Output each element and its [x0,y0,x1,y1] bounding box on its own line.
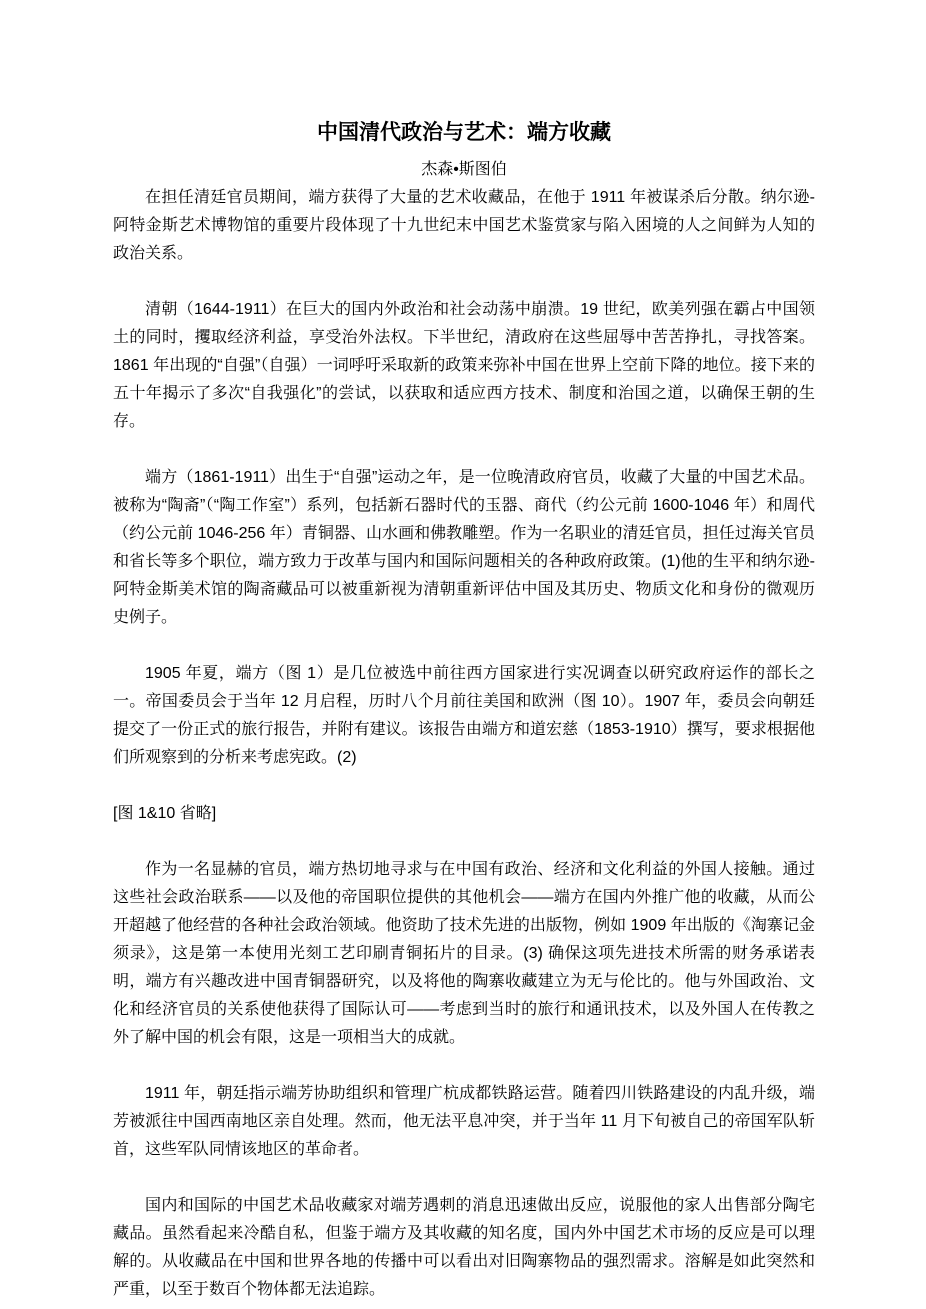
body-paragraph-1: 在担任清廷官员期间，端方获得了大量的艺术收藏品，在他于 1911 年被谋杀后分散。纳尔逊-阿特金斯艺术博物馆的重要片段体现了十九世纪末中国艺术鉴赏家与陷入困境的人之间鲜为人知的政治关系。 [113,189,815,262]
body-paragraph-2: 清朝（1644-1911）在巨大的国内外政治和社会动荡中崩溃。19 世纪，欧美列强在霸占中国领土的同时，攫取经济利益，享受治外法权。下半世纪，清政府在这些屈辱中苦苦挣扎，寻找答案。1861 年出现的“自强”（自强）一词呼吁采取新的政策来弥补中国在世界上空前下降的地位。接下来的五十年揭示了多次“自我强化”的尝试，以获取和适应西方技术、制度和治国之道，以确保王朝的生存。 [113,301,815,430]
body-paragraph-3: 端方（1861-1911）出生于“自强”运动之年，是一位晚清政府官员，收藏了大量的中国艺术品。被称为“陶斋”（“陶工作室”）系列，包括新石器时代的玉器、商代（约公元前 1600-1046 年）和周代（约公元前 1046-256 年）青铜器、山水画和佛教雕塑。作为一名职业的清廷官员，担任过海关官员和省长等多个职位，端方致力于改革与国内和国际问题相关的各种政府政策。(1)他的生平和纳尔逊-阿特金斯美术馆的陶斋藏品可以被重新视为清朝重新评估中国及其历史、物质文化和身份的微观历史例子。 [113,469,815,626]
body-paragraph-4: 1905 年夏，端方（图 1）是几位被选中前往西方国家进行实况调查以研究政府运作的部长之一。帝国委员会于当年 12 月启程，历时八个月前往美国和欧洲（图 10）。1907 年，委员会向朝廷提交了一份正式的旅行报告，并附有建议。该报告由端方和道宏慈（1853-1910）撰写，要求根据他们所观察到的分析来考虑宪政。(2) [113,665,815,766]
author-byline: 杰森•斯图伯 [421,161,507,178]
body-paragraph-5: 作为一名显赫的官员，端方热切地寻求与在中国有政治、经济和文化利益的外国人接触。通过这些社会政治联系——以及他的帝国职位提供的其他机会——端方在国内外推广他的收藏，从而公开超越了他经营的各种社会政治领域。他资助了技术先进的出版物，例如 1909 年出版的《淘寨记金须录》，这是第一本使用光刻工艺印刷青铜拓片的目录。(3) 确保这项先进技术所需的财务承诺表明，端方有兴趣改进中国青铜器研究，以及将他的陶寨收藏建立为无与伦比的。他与外国政治、文化和经济官员的关系使他获得了国际认可——考虑到当时的旅行和通讯技术，以及外国人在传教之外了解中国的机会有限，这是一项相当大的成就。 [113,861,815,1046]
figure-omitted-note: [图 1&10 省略] [113,805,217,822]
body-paragraph-6: 1911 年，朝廷指示端芳协助组织和管理广杭成都铁路运营。随着四川铁路建设的内乱升级，端芳被派往中国西南地区亲自处理。然而，他无法平息冲突，并于当年 11 月下旬被自己的帝国军队斩首，这些军队同情该地区的革命者。 [113,1085,815,1158]
body-paragraph-7: 国内和国际的中国艺术品收藏家对端芳遇刺的消息迅速做出反应，说服他的家人出售部分陶宅藏品。虽然看起来冷酷自私，但鉴于端方及其收藏的知名度，国内外中国艺术市场的反应是可以理解的。从收藏品在中国和世界各地的传播中可以看出对旧陶寨物品的强烈需求。溶解是如此突然和严重，以至于数百个物体都无法追踪。 [113,1197,815,1298]
document-title: 中国清代政治与艺术：端方收藏 [317,121,611,144]
